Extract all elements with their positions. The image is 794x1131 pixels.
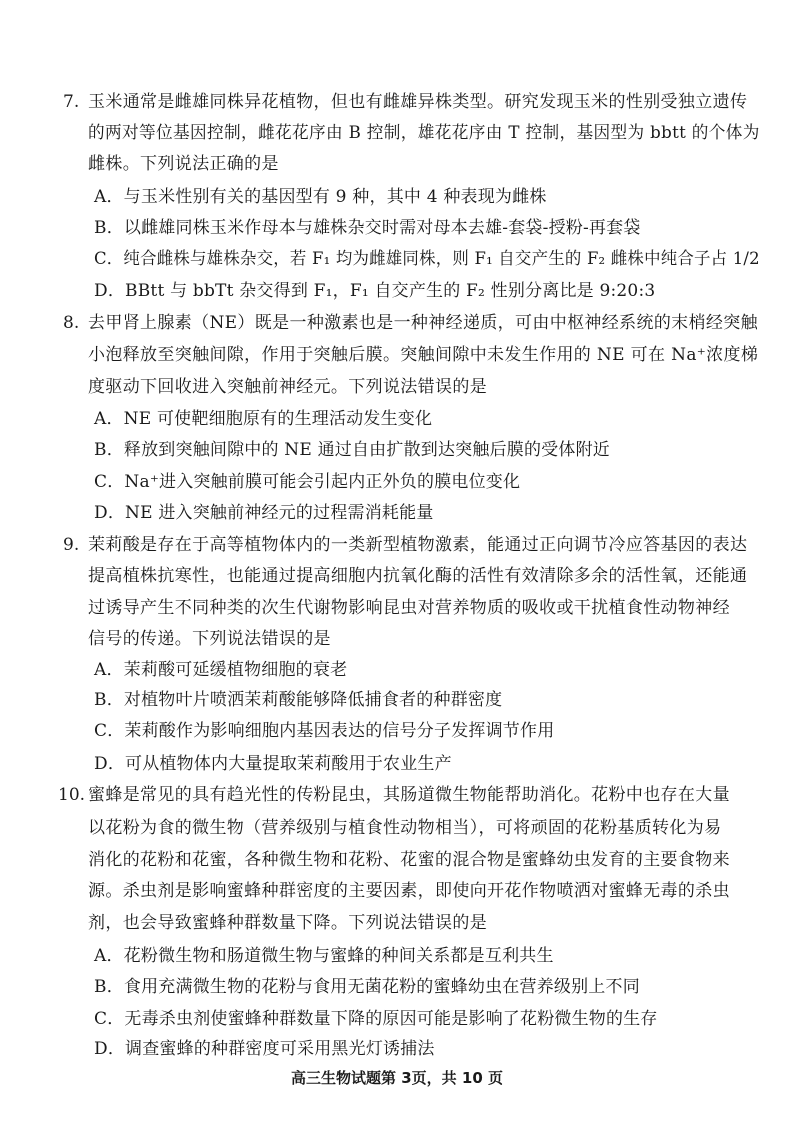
question-9-stem-line-2: 提高植株抗寒性，也能通过提高细胞内抗氧化酶的活性有效清除多余的活性氧，还能通: [88, 566, 748, 586]
question-10-option-a: A．花粉微生物和肠道微生物与蜜蜂的种间关系都是互利共生: [94, 946, 554, 966]
question-10-option-d: D．调查蜜蜂的种群密度可采用黑光灯诱捕法: [94, 1039, 435, 1059]
question-8-option-c: C．Na⁺进入突触前膜可能会引起内正外负的膜电位变化: [94, 472, 521, 492]
question-9-number: 9.: [63, 535, 80, 555]
question-9-option-a: A．茉莉酸可延缓植物细胞的衰老: [94, 660, 348, 680]
question-10-stem-line-2: 以花粉为食的微生物（营养级别与植食性动物相当），可将顽固的花粉基质转化为易: [88, 818, 722, 838]
question-9-option-d: D．可从植物体内大量提取茉莉酸用于农业生产: [94, 754, 452, 774]
question-7-stem-line-3: 雌株。下列说法正确的是: [88, 154, 279, 174]
question-7-option-b: B．以雌雄同株玉米作母本与雄株杂交时需对母本去雄-套袋-授粉-再套袋: [94, 218, 641, 238]
question-8-stem-line-1: 去甲肾上腺素（NE）既是一种激素也是一种神经递质，可由中枢神经系统的末梢经突触: [88, 313, 758, 333]
question-10-stem-line-3: 消化的花粉和花蜜，各种微生物和花粉、花蜜的混合物是蜜蜂幼虫发育的主要食物来: [88, 850, 730, 870]
question-7-option-d: D．BBtt 与 bbTt 杂交得到 F₁，F₁ 自交产生的 F₂ 性别分离比是 9:20:3: [94, 281, 656, 301]
question-8-option-a: A．NE 可使靶细胞原有的生理活动发生变化: [94, 409, 433, 429]
question-8-option-b: B．释放到突触间隙中的 NE 通过自由扩散到达突触后膜的受体附近: [94, 440, 610, 460]
question-9-option-c: C．茉莉酸作为影响细胞内基因表达的信号分子发挥调节作用: [94, 721, 555, 741]
question-7-stem-line-2: 的两对等位基因控制，雌花花序由 B 控制，雄花花序由 T 控制，基因型为 bbtt 的个体为: [88, 123, 760, 143]
question-8-stem-line-2: 小泡释放至突触间隙，作用于突触后膜。突触间隙中未发生作用的 NE 可在 Na⁺浓度梯: [88, 345, 759, 365]
question-7-option-c: C．纯合雌株与雄株杂交，若 F₁ 均为雌雄同株，则 F₁ 自交产生的 F₂ 雌株中纯合子占 1/2: [94, 249, 760, 269]
question-7-stem-line-1: 玉米通常是雌雄同株异花植物，但也有雌雄异株类型。研究发现玉米的性别受独立遗传: [88, 92, 748, 112]
question-9-stem-line-4: 信号的传递。下列说法错误的是: [88, 629, 331, 649]
question-8-option-d: D．NE 进入突触前神经元的过程需消耗能量: [94, 503, 434, 523]
question-8-stem-line-3: 度驱动下回收进入突触前神经元。下列说法错误的是: [88, 377, 488, 397]
question-7-number: 7.: [63, 92, 80, 112]
question-7-option-a: A．与玉米性别有关的基因型有 9 种，其中 4 种表现为雌株: [94, 187, 547, 207]
question-10-option-b: B．食用充满微生物的花粉与食用无菌花粉的蜜蜂幼虫在营养级别上不同: [94, 977, 640, 997]
question-10-stem-line-1: 蜜蜂是常见的具有趋光性的传粉昆虫，其肠道微生物能帮助消化。花粉中也存在大量: [88, 785, 730, 805]
question-10-option-c: C．无毒杀虫剂使蜜蜂种群数量下降的原因可能是影响了花粉微生物的生存: [94, 1009, 658, 1029]
question-9-option-b: B．对植物叶片喷洒茉莉酸能够降低捕食者的种群密度: [94, 690, 503, 710]
question-10-stem-line-4: 源。杀虫剂是影响蜜蜂种群密度的主要因素，即使向开花作物喷洒对蜜蜂无毒的杀虫: [88, 881, 730, 901]
question-10-stem-line-5: 剂，也会导致蜜蜂种群数量下降。下列说法错误的是: [88, 913, 488, 933]
question-9-stem-line-1: 茉莉酸是存在于高等植物体内的一类新型植物激素，能通过正向调节冷应答基因的表达: [88, 535, 748, 555]
question-10-number: 10.: [58, 785, 86, 805]
question-9-stem-line-3: 过诱导产生不同种类的次生代谢物影响昆虫对营养物质的吸收或干扰植食性动物神经: [88, 598, 730, 618]
page-footer: 高三生物试题第 3页，共 10 页: [291, 1069, 503, 1087]
question-8-number: 8.: [63, 313, 80, 333]
